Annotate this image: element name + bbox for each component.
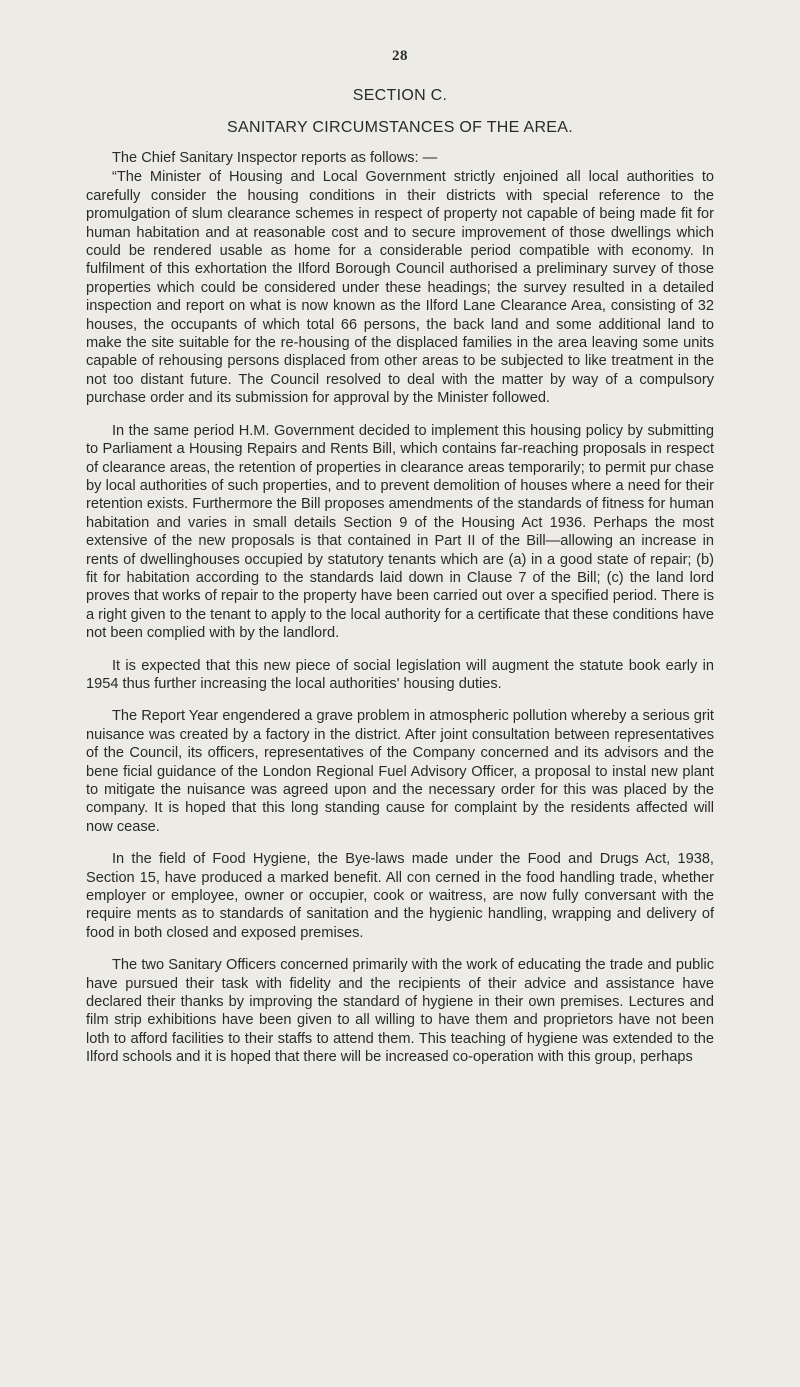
paragraph-food-hygiene: In the field of Food Hygiene, the Bye-laws made under the Food and Drugs Act, 1938, Section 15, have produced a marked benefit. All con cerned in the food handling trade, whether employer or employee, owner or occupier, cook or waitress, are now fully conversant with the require ments as to standards of sanitation and the hygienic handling, wrapping and delivery of food in both closed and exposed premises. [86, 851, 714, 941]
paragraph-legislation: It is expected that this new piece of social legislation will augment the statute book early in 1954 thus further increasing the local authorities' housing duties. [86, 657, 714, 692]
paragraph-sanitary-officers: The two Sanitary Officers concerned primarily with the work of educating the trade and public have pursued their task with fidelity and the recipients of their advice and assistance have declared their thanks by improving the standard of hygiene in their own premises. Lectures and film strip exhibitions have been given to all willing to have them and proprietors have not been loth to afford facilities to their staffs to attend them. This teaching of hygiene was extended to the Ilford schools and it is hoped that there will be increased co-operation with this group, perhaps [86, 957, 714, 1066]
page-number: 28 [392, 48, 408, 64]
section-heading: SECTION C. [352, 87, 448, 104]
paragraph-housing-bill: In the same period H.M. Government decided to implement this housing policy by submitting to Parliament a Housing Repairs and Rents Bill, which contains far-reaching proposals in respect of clearance areas, the retention of properties in clearance areas temporarily; to permit pur chase by local authorities of such properties, and to prevent demolition of houses where a need for their retention exists. Furthermore the Bill proposes amendments of the standards of fitness for human habitation and varies in small details Section 9 of the Housing Act 1936. Perhaps the most extensive of the new proposals is that contained in Part II of the Bill—allowing an increase in rents of dwellinghouses occupied by statutory tenants which are (a) in a good state of repair; (b) fit for habitation according to the standards laid down in Clause 7 of the Bill; (c) the land lord proves that works of repair to the property have been carried out over a specified period. There is a right given to the tenant to apply to the local authority for a certificate that these conditions have not been complied with by the landlord. [86, 422, 714, 642]
intro-line: The Chief Sanitary Inspector reports as follows: — [112, 150, 438, 166]
paragraph-housing-minister: “The Minister of Housing and Local Government strictly enjoined all local authorities to carefully consider the housing conditions in their districts with special reference to the promulgation of slum clearance schemes in respect of property not capable of being made fit for human habitation and at reasonable cost and to secure improvement of those dwellings which could be rendered usable as home for a considerable period compatible with economy. In fulfilment of this exhortation the Ilford Borough Council authorised a preliminary survey of those properties which could be considered under these headings; the survey resulted in a detailed inspection and report on what is now known as the Ilford Lane Clearance Area, consisting of 32 houses, the occupants of which total 66 persons, the back land and some additional land to make the site suitable for the re-housing of the displaced families in the area leaving some units capable of rehousing persons displaced from other areas to be subjected to like treatment in the not too distant future. The Council resolved to deal with the matter by way of a compulsory purchase order and its submission for approval by the Minister followed. [86, 169, 714, 407]
paragraph-atmospheric-pollution: The Report Year engendered a grave problem in atmospheric pollution whereby a serious grit nuisance was created by a factory in the district. After joint consultation between representatives of the Council, its officers, representatives of the Company concerned and its advisors and the bene ficial guidance of the London Regional Fuel Advisory Officer, a proposal to instal new plant to mitigate the nuisance was agreed upon and the necessary order for this was placed by the company. It is hoped that this long standing cause for complaint by the residents affected will now cease. [86, 708, 714, 835]
sub-heading: SANITARY CIRCUMSTANCES OF THE AREA. [227, 119, 573, 136]
